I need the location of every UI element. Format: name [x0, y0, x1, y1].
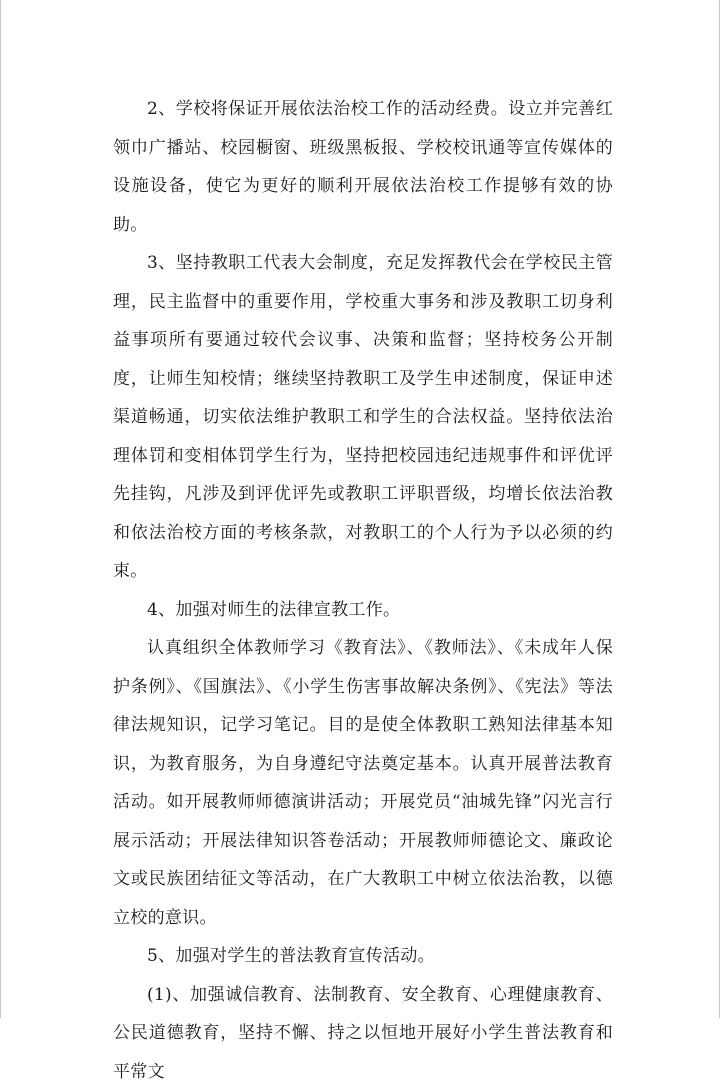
paragraph-legal-study: 认真组织全体教师学习《教育法》、《教师法》、《未成年人保护条例》、《国旗法》、《小学生伤害事故解决条例》、《宪法》等法律法规知识，记学习笔记。目的是使全体教职工熟知法律基本知识，为教育服务，为自身遵纪守法奠定基本。认真开展普法教育活动。如开展教师师德演讲活动；开展党员“油城先锋”闪光言行展示活动；开展法律知识答卷活动；开展教师师德论文、廉政论文或民族团结征文等活动，在广大教职工中树立依法治教，以德立校的意识。: [113, 629, 613, 937]
paragraph-item-5-heading: 5、加强对学生的普法教育宣传活动。: [113, 937, 613, 976]
paragraph-item-4-heading: 4、加强对师生的法律宣教工作。: [113, 591, 613, 630]
paragraph-item-2: 2、学校将保证开展依法治校工作的活动经费。设立并完善红领巾广播站、校园橱窗、班级黑板报、学校校讯通等宣传媒体的设施设备，使它为更好的顺利开展依法治校工作提够有效的协助。: [113, 90, 613, 244]
paragraph-item-3: 3、坚持教职工代表大会制度，充足发挥教代会在学校民主管理，民主监督中的重要作用，学校重大事务和涉及教职工切身利益事项所有要通过较代会议事、决策和监督；坚持校务公开制度，让师生知校情；继续坚持教职工及学生申述制度，保证申述渠道畅通，切实依法维护教职工和学生的合法权益。坚持依法治理体罚和变相体罚学生行为，坚持把校园违纪违规事件和评优评先挂钩，凡涉及到评优评先或教职工评职晋级，均增长依法治教和依法治校方面的考核条款，对教职工的个人行为予以必须的约束。: [113, 244, 613, 591]
paragraph-item-5-1: (1)、加强诚信教育、法制教育、安全教育、心理健康教育、公民道德教育，坚持不懈、持之以恒地开展好小学生普法教育和平常文: [113, 976, 613, 1091]
document-body: [113, 90, 613, 1091]
